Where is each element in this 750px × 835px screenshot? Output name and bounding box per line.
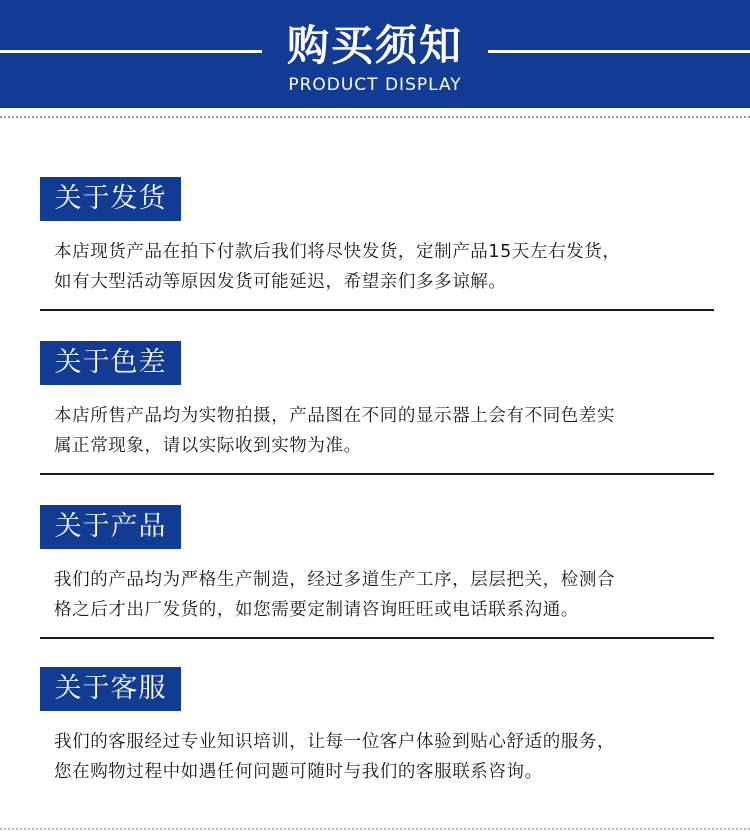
section-divider <box>40 473 714 475</box>
section-label: 关于发货 <box>40 177 181 221</box>
section-label: 关于产品 <box>40 505 181 549</box>
section-line: 本店所售产品均为实物拍摄，产品图在不同的显示器上会有不同色差实 <box>54 406 616 426</box>
section-line: 您在购物过程中如遇任何问题可随时与我们的客服联系咨询。 <box>54 762 543 782</box>
section-body <box>54 237 714 297</box>
section-label: 关于客服 <box>40 667 181 711</box>
section-body <box>54 401 714 461</box>
section-line: 我们的产品均为严格生产制造，经过多道生产工序，层层把关，检测合 <box>54 570 616 590</box>
section-line: 我们的客服经过专业知识培训，让每一位客户体验到贴心舒适的服务， <box>54 732 616 752</box>
section-line: 格之后才出厂发货的，如您需要定制请咨询旺旺或电话联系沟通。 <box>54 600 579 620</box>
section-line: 如有大型活动等原因发货可能延迟，希望亲们多多谅解。 <box>54 272 507 292</box>
section-divider <box>40 309 714 311</box>
header-right-rule <box>488 50 750 53</box>
section-line: 本店现货产品在拍下付款后我们将尽快发货，定制产品15天左右发货， <box>54 242 621 262</box>
header-banner <box>0 0 750 108</box>
section-label: 关于色差 <box>40 341 181 385</box>
header-left-rule <box>0 50 262 53</box>
section-body <box>54 727 714 787</box>
footer-dotted-divider <box>0 828 750 830</box>
page-title: 购买须知 <box>286 21 463 70</box>
page-subtitle: PRODUCT DISPLAY <box>288 75 462 95</box>
header-dotted-divider <box>0 116 750 118</box>
section-body <box>54 565 714 625</box>
section-line: 属正常现象，请以实际收到实物为准。 <box>54 436 362 456</box>
section-divider <box>40 637 714 639</box>
